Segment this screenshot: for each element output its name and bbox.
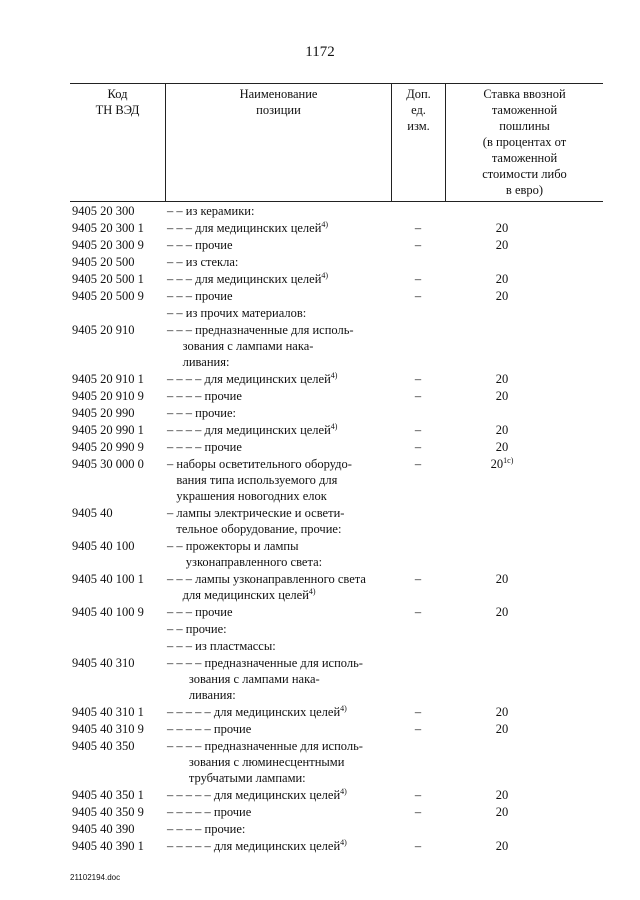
- position-name-line: [167, 271, 393, 287]
- position-name-text: – – – – прочие: [167, 440, 242, 454]
- position-name: [167, 505, 393, 537]
- hs-code: 9405 20 990 1: [72, 423, 144, 437]
- duty-rate: [446, 838, 558, 854]
- additional-unit: –: [414, 440, 422, 454]
- position-name-text: – – – лампы узконаправленного света: [167, 572, 366, 586]
- duty-rate: [446, 787, 558, 803]
- hs-code: 9405 40 390 1: [72, 839, 144, 853]
- duty-rate: [446, 604, 558, 620]
- table-row: [0, 738, 640, 787]
- header-rate: [446, 86, 603, 198]
- table-row: [0, 271, 640, 288]
- duty-rate: [446, 237, 558, 253]
- position-name: [167, 271, 393, 287]
- position-name: [167, 456, 393, 504]
- position-name: [167, 787, 393, 803]
- duty-rate: [446, 721, 558, 737]
- table-row: [0, 787, 640, 804]
- duty-rate-value: 20: [495, 722, 509, 736]
- additional-unit: –: [414, 423, 422, 437]
- duty-rate: [446, 422, 558, 438]
- position-name: [167, 371, 393, 387]
- position-name-line: [167, 456, 393, 472]
- duty-rate: [446, 271, 558, 287]
- table-row: [0, 322, 640, 371]
- position-name-line: [167, 538, 393, 554]
- hs-code: 9405 20 910 9: [72, 389, 144, 403]
- header-line: Доп.: [406, 87, 431, 101]
- duty-rate: [446, 456, 558, 472]
- position-name-line: [167, 220, 393, 236]
- position-name-line: [167, 422, 393, 438]
- position-name-line: [167, 237, 393, 253]
- footnote-marker: 4): [330, 370, 338, 380]
- duty-rate: [446, 388, 558, 404]
- duty-rate-value: 20: [495, 272, 509, 286]
- position-name-line: [167, 787, 393, 803]
- footnote-marker: 4): [330, 421, 338, 431]
- position-name-text: – – – для медицинских целей: [167, 272, 322, 286]
- table-row: [0, 621, 640, 638]
- position-name: [167, 405, 393, 421]
- duty-rate-value: 20: [495, 372, 509, 386]
- table-row: [0, 655, 640, 704]
- table-row: [0, 405, 640, 422]
- footnote-marker: 1с): [503, 455, 514, 465]
- hs-code: 9405 40 100: [72, 539, 135, 553]
- duty-rate-value: 20: [495, 572, 509, 586]
- table-row: [0, 571, 640, 604]
- position-name-line: [167, 804, 393, 820]
- additional-unit: –: [414, 389, 422, 403]
- duty-rate-value: 20: [495, 805, 509, 819]
- duty-rate-value: 20: [495, 605, 509, 619]
- hs-code: 9405 20 990: [72, 406, 135, 420]
- table-top-border: [70, 83, 603, 84]
- hs-code: 9405 20 500: [72, 255, 135, 269]
- header-bottom-border: [70, 201, 603, 202]
- additional-unit: –: [414, 572, 422, 586]
- duty-rate-value: 20: [495, 389, 509, 403]
- header-line: (в процентах от: [482, 135, 567, 149]
- position-name-text: – – – – предназначенные для исполь-: [167, 656, 363, 670]
- position-name-text: – наборы осветительного оборудо-: [167, 457, 352, 471]
- position-name: [167, 422, 393, 438]
- hs-code: 9405 20 910: [72, 323, 135, 337]
- additional-unit: –: [414, 289, 422, 303]
- position-name-text: – – – – предназначенные для исполь-: [167, 739, 363, 753]
- position-name-line: [167, 638, 393, 654]
- additional-unit: –: [414, 457, 422, 471]
- position-name: [167, 288, 393, 304]
- position-name-line: [167, 388, 393, 404]
- hs-code: 9405 40 310 9: [72, 722, 144, 736]
- additional-unit: –: [414, 805, 422, 819]
- footnote-marker: 4): [321, 219, 329, 229]
- position-name-line: [167, 687, 393, 703]
- position-name-line: [167, 704, 393, 720]
- position-name-line: [167, 655, 393, 671]
- position-name: [167, 838, 393, 854]
- position-name-line: [167, 354, 393, 370]
- position-name-line: [167, 288, 393, 304]
- duty-rate-value: 20: [495, 839, 509, 853]
- position-name-text: – – прочие:: [167, 622, 227, 636]
- additional-unit: –: [414, 238, 422, 252]
- position-name-text: – – – – – прочие: [167, 722, 252, 736]
- document-filename: 21102194.doc: [70, 873, 121, 882]
- position-name-text: – – – – – для медицинских целей: [167, 788, 341, 802]
- position-name: [167, 571, 393, 603]
- position-name-line: [167, 254, 393, 270]
- hs-code: 9405 40: [72, 506, 113, 520]
- position-name: [167, 388, 393, 404]
- position-name: [167, 220, 393, 236]
- additional-unit: –: [414, 605, 422, 619]
- footnote-marker: 4): [340, 703, 347, 713]
- position-name-line: [167, 587, 393, 603]
- table-row: [0, 388, 640, 405]
- duty-rate-value: 20: [495, 289, 509, 303]
- table-row: [0, 203, 640, 220]
- position-name-line: [167, 604, 393, 620]
- table-row: [0, 422, 640, 439]
- header-code: [70, 86, 165, 118]
- duty-rate-value: 20: [495, 705, 509, 719]
- additional-unit: –: [414, 221, 422, 235]
- position-name: [167, 604, 393, 620]
- position-name-text: – – – прочие: [167, 238, 233, 252]
- position-name-text: – – – – – для медицинских целей: [167, 839, 341, 853]
- position-name-line: [167, 621, 393, 637]
- position-name-text: – – – – – прочие: [167, 805, 252, 819]
- position-name-line: [167, 338, 393, 354]
- position-name-text: – – из прочих материалов:: [167, 306, 307, 320]
- position-name-line: [167, 721, 393, 737]
- position-name: [167, 203, 393, 219]
- position-name: [167, 237, 393, 253]
- duty-rate-value: 20: [495, 440, 509, 454]
- position-name-line: [167, 472, 393, 488]
- header-line: пошлины: [499, 119, 550, 133]
- position-name-text: – – – – – для медицинских целей: [167, 705, 341, 719]
- header-line: Код: [107, 87, 128, 101]
- table-row: [0, 704, 640, 721]
- duty-rate-value: 20: [495, 238, 509, 252]
- position-name-line: [167, 671, 393, 687]
- hs-code: 9405 40 310: [72, 656, 135, 670]
- header-line: стоимости либо: [482, 167, 567, 181]
- hs-code: 9405 20 500 9: [72, 289, 144, 303]
- position-name-line: [167, 521, 393, 537]
- header-line: изм.: [407, 119, 430, 133]
- hs-code: 9405 40 350 9: [72, 805, 144, 819]
- position-name: [167, 721, 393, 737]
- table-row: [0, 721, 640, 738]
- position-name: [167, 655, 393, 703]
- position-name: [167, 821, 393, 837]
- position-name-text: – – из керамики:: [167, 204, 255, 218]
- hs-code: 9405 40 100 9: [72, 605, 144, 619]
- hs-code: 9405 30 000 0: [72, 457, 144, 471]
- hs-code: 9405 20 910 1: [72, 372, 144, 386]
- position-name-text: – – из стекла:: [167, 255, 239, 269]
- position-name-line: [167, 571, 393, 587]
- hs-code: 9405 20 300 1: [72, 221, 144, 235]
- table-row: [0, 439, 640, 456]
- header-unit: [392, 86, 445, 134]
- position-name-text: – – – из пластмассы:: [167, 639, 276, 653]
- table-row: [0, 538, 640, 571]
- page-number: 1172: [305, 44, 335, 60]
- duty-rate-value: 20: [495, 221, 509, 235]
- tariff-table-body: [0, 203, 640, 855]
- hs-code: 9405 20 500 1: [72, 272, 144, 286]
- duty-rate: [446, 288, 558, 304]
- duty-rate: [446, 804, 558, 820]
- position-name-line: [167, 770, 393, 786]
- table-row: [0, 804, 640, 821]
- position-name-line: [167, 405, 393, 421]
- footnote-marker: 4): [340, 837, 347, 847]
- table-row: [0, 821, 640, 838]
- footnote-marker: 4): [340, 786, 347, 796]
- position-name-text: зования с лампами нака-: [167, 672, 320, 686]
- table-row: [0, 254, 640, 271]
- position-name-line: [167, 554, 393, 570]
- header-line: ТН ВЭД: [95, 103, 140, 117]
- footnote-marker: 4): [321, 270, 329, 280]
- position-name-text: – – – прочие:: [167, 406, 236, 420]
- footnote-marker: 4): [308, 586, 316, 596]
- position-name-line: [167, 505, 393, 521]
- position-name-line: [167, 488, 393, 504]
- table-row: [0, 638, 640, 655]
- hs-code: 9405 40 390: [72, 822, 135, 836]
- position-name-text: – – – прочие: [167, 605, 233, 619]
- position-name: [167, 305, 393, 321]
- position-name: [167, 638, 393, 654]
- position-name-text: ливания:: [167, 355, 230, 369]
- position-name-line: [167, 738, 393, 754]
- position-name: [167, 738, 393, 786]
- table-row: [0, 456, 640, 505]
- position-name-text: – – – – прочие:: [167, 822, 246, 836]
- position-name-line: [167, 371, 393, 387]
- position-name-line: [167, 305, 393, 321]
- additional-unit: –: [414, 839, 422, 853]
- duty-rate-value: 20: [495, 423, 509, 437]
- duty-rate-value: 20: [495, 788, 509, 802]
- additional-unit: –: [414, 788, 422, 802]
- hs-code: 9405 20 300: [72, 204, 135, 218]
- table-row: [0, 604, 640, 621]
- position-name-line: [167, 439, 393, 455]
- position-name-text: ливания:: [167, 688, 236, 702]
- position-name: [167, 322, 393, 370]
- header-name: [166, 86, 391, 118]
- hs-code: 9405 20 300 9: [72, 238, 144, 252]
- header-line: таможенной: [491, 103, 558, 117]
- position-name: [167, 439, 393, 455]
- additional-unit: –: [414, 722, 422, 736]
- hs-code: 9405 40 350 1: [72, 788, 144, 802]
- position-name-line: [167, 821, 393, 837]
- position-name-text: тельное оборудование, прочие:: [167, 522, 342, 536]
- duty-rate: [446, 439, 558, 455]
- hs-code: 9405 40 100 1: [72, 572, 144, 586]
- header-line: позиции: [256, 103, 301, 117]
- duty-rate: [446, 220, 558, 236]
- position-name: [167, 704, 393, 720]
- table-row: [0, 305, 640, 322]
- duty-rate: [446, 571, 558, 587]
- position-name-line: [167, 203, 393, 219]
- header-line: таможенной: [491, 151, 558, 165]
- hs-code: 9405 40 350: [72, 739, 135, 753]
- position-name-line: [167, 322, 393, 338]
- position-name-line: [167, 754, 393, 770]
- position-name-text: – лампы электрические и освети-: [167, 506, 345, 520]
- position-name: [167, 254, 393, 270]
- position-name-text: – – – предназначенные для исполь-: [167, 323, 354, 337]
- table-row: [0, 838, 640, 855]
- header-line: Ставка ввозной: [483, 87, 566, 101]
- table-row: [0, 505, 640, 538]
- hs-code: 9405 40 310 1: [72, 705, 144, 719]
- position-name-text: вания типа используемого для: [167, 473, 338, 487]
- position-name-line: [167, 838, 393, 854]
- position-name-text: – – – – для медицинских целей: [167, 372, 331, 386]
- position-name: [167, 538, 393, 570]
- position-name-text: трубчатыми лампами:: [167, 771, 306, 785]
- header-line: Наименование: [239, 87, 318, 101]
- hs-code: 9405 20 990 9: [72, 440, 144, 454]
- position-name: [167, 621, 393, 637]
- table-row: [0, 371, 640, 388]
- duty-rate-value: 20: [490, 457, 504, 471]
- position-name-text: – – – – для медицинских целей: [167, 423, 331, 437]
- position-name-text: зования с люминесцентными: [167, 755, 345, 769]
- header-line: в евро): [505, 183, 544, 197]
- table-row: [0, 220, 640, 237]
- duty-rate: [446, 704, 558, 720]
- position-name-text: зования с лампами нака-: [167, 339, 314, 353]
- additional-unit: –: [414, 272, 422, 286]
- position-name-text: – – – прочие: [167, 289, 233, 303]
- table-row: [0, 237, 640, 254]
- additional-unit: –: [414, 705, 422, 719]
- additional-unit: –: [414, 372, 422, 386]
- position-name-text: украшения новогодних елок: [167, 489, 327, 503]
- duty-rate: [446, 371, 558, 387]
- position-name-text: для медицинских целей: [167, 588, 309, 602]
- position-name-text: – – прожекторы и лампы: [167, 539, 299, 553]
- table-row: [0, 288, 640, 305]
- position-name: [167, 804, 393, 820]
- header-line: ед.: [411, 103, 426, 117]
- position-name-text: – – – для медицинских целей: [167, 221, 322, 235]
- position-name-text: узконаправленного света:: [167, 555, 323, 569]
- position-name-text: – – – – прочие: [167, 389, 242, 403]
